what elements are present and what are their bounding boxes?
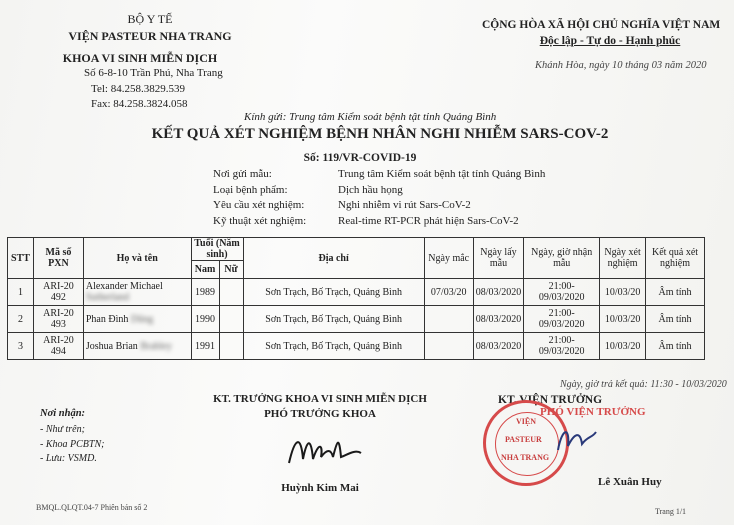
name-redacted: Sutherland bbox=[85, 292, 130, 303]
sign-right-title2: PHÓ VIỆN TRƯỞNG bbox=[540, 406, 646, 418]
header-stt: STT bbox=[8, 238, 34, 279]
name-redacted: Brabley bbox=[140, 340, 172, 352]
department-name: KHOA VI SINH MIỄN DỊCH bbox=[62, 51, 218, 65]
recipient-item: - Như trên; bbox=[40, 424, 85, 435]
cell-stt: 2 bbox=[8, 306, 34, 333]
header-name: Họ và tên bbox=[83, 238, 191, 279]
cell-code: ARI-20 492 bbox=[33, 279, 83, 306]
institute-name: VIỆN PASTEUR NHA TRANG bbox=[68, 29, 232, 43]
cell-male: 1990 bbox=[191, 306, 219, 333]
table-row bbox=[8, 306, 705, 333]
cell-male: 1991 bbox=[191, 333, 219, 360]
table-row bbox=[8, 279, 705, 306]
cell-address: Sơn Trạch, Bố Trạch, Quảng Bình bbox=[243, 306, 424, 333]
info-values bbox=[338, 167, 545, 229]
name-visible: Phan Đình bbox=[85, 313, 129, 325]
country-name: CỘNG HÒA XÃ HỘI CHỦ NGHĨA VIỆT NAM bbox=[482, 19, 721, 31]
cell-code: ARI-20 493 bbox=[33, 306, 83, 333]
issue-date: Khánh Hòa, ngày 10 tháng 03 năm 2020 bbox=[535, 60, 707, 71]
ministry-name: BỘ Y TẾ bbox=[127, 12, 173, 26]
cell-result: Âm tính bbox=[646, 333, 705, 360]
info-label-technique: Kỹ thuật xét nghiệm: bbox=[213, 214, 307, 227]
cell-tested: 10/03/20 bbox=[600, 333, 646, 360]
cell-sample-date: 08/03/2020 bbox=[473, 306, 524, 333]
header-sample-date: Ngày lấy mẫu bbox=[473, 238, 524, 279]
info-label-specimen: Loại bệnh phẩm: bbox=[213, 183, 288, 196]
results-table bbox=[7, 237, 705, 360]
cell-stt: 1 bbox=[8, 279, 34, 306]
page-number: Trang 1/1 bbox=[655, 507, 687, 516]
cell-female bbox=[219, 306, 243, 333]
cell-sample-date: 08/03/2020 bbox=[473, 333, 524, 360]
name-redacted: Dũng bbox=[130, 313, 154, 325]
recipients-list bbox=[40, 423, 104, 467]
recipient-item: - Khoa PCBTN; bbox=[40, 438, 105, 450]
stamp-top-text: VIỆN bbox=[516, 417, 537, 426]
header-age: Tuổi (Năm sinh) bbox=[191, 238, 243, 261]
tel-line: Tel: 84.258.3829.539 bbox=[91, 83, 185, 95]
cell-female bbox=[219, 279, 243, 306]
stamp-mid-text: PASTEUR bbox=[505, 435, 542, 444]
cell-received: 21:00-09/03/2020 bbox=[524, 333, 600, 360]
cell-code: ARI-20 494 bbox=[33, 333, 83, 360]
info-value-specimen: Dịch hầu họng bbox=[338, 183, 403, 196]
header-result: Kết quả xét nghiệm bbox=[646, 238, 705, 279]
cell-name bbox=[83, 333, 191, 360]
national-motto: Độc lập - Tự do - Hạnh phúc bbox=[539, 35, 681, 47]
info-value-request: Nghi nhiễm vi rút Sars-CoV-2 bbox=[338, 199, 471, 211]
signature-right-graphic bbox=[552, 420, 602, 460]
document-title: KẾT QUẢ XÉT NGHIỆM BỆNH NHÂN NGHI NHIỄM SARS-COV-2 bbox=[151, 126, 609, 142]
cell-received: 21:00-09/03/2020 bbox=[524, 306, 600, 333]
cell-name bbox=[83, 279, 191, 306]
signature-left-graphic bbox=[285, 427, 365, 472]
header-tested: Ngày xét nghiệm bbox=[600, 238, 646, 279]
cell-female bbox=[219, 333, 243, 360]
address-line: Số 6-8-10 Trần Phú, Nha Trang bbox=[84, 67, 223, 79]
sign-left-name: Huỳnh Kim Mai bbox=[281, 482, 359, 494]
recipient-item: - Lưu: VSMD. bbox=[40, 453, 97, 464]
cell-received: 21:00-09/03/2020 bbox=[524, 279, 600, 306]
name-visible: Alexander Michael bbox=[85, 281, 163, 292]
sign-left-title2: PHÓ TRƯỞNG KHOA bbox=[264, 408, 376, 420]
header-code: Mã số PXN bbox=[33, 238, 83, 279]
header-onset: Ngày mắc bbox=[424, 238, 473, 279]
sign-left-title1: KT. TRƯỞNG KHOA VI SINH MIỄN DỊCH bbox=[213, 393, 427, 405]
cell-name bbox=[83, 306, 191, 333]
info-value-sender: Trung tâm Kiểm soát bệnh tật tỉnh Quảng Bình bbox=[338, 168, 546, 180]
cell-sample-date: 08/03/2020 bbox=[473, 279, 524, 306]
cell-tested: 10/03/20 bbox=[600, 279, 646, 306]
cell-stt: 3 bbox=[8, 333, 34, 360]
info-labels bbox=[213, 167, 306, 229]
info-value-technique: Real-time RT-PCR phát hiện Sars-CoV-2 bbox=[338, 214, 519, 227]
sign-right-title1: KT. VIỆN TRƯỞNG bbox=[498, 394, 603, 406]
cell-onset bbox=[424, 306, 473, 333]
header-received: Ngày, giờ nhận mẫu bbox=[524, 238, 600, 279]
stamp-bot-text: NHA TRANG bbox=[501, 453, 550, 462]
cell-address: Sơn Trạch, Bố Trạch, Quảng Bình bbox=[243, 279, 424, 306]
table-row bbox=[8, 333, 705, 360]
cell-result: Âm tính bbox=[646, 279, 705, 306]
name-visible: Joshua Brian bbox=[85, 340, 138, 352]
form-code: BMQL.QLQT.04-7 Phiên bản số 2 bbox=[36, 503, 148, 512]
recipients-label: Nơi nhận: bbox=[40, 408, 86, 419]
cell-onset: 07/03/20 bbox=[424, 279, 473, 306]
document-number: Số: 119/VR-COVID-19 bbox=[303, 152, 417, 164]
header-male: Nam bbox=[191, 261, 219, 279]
cell-tested: 10/03/20 bbox=[600, 306, 646, 333]
cell-onset bbox=[424, 333, 473, 360]
header-female: Nữ bbox=[219, 261, 243, 279]
header-address: Địa chỉ bbox=[243, 238, 424, 279]
cell-address: Sơn Trạch, Bố Trạch, Quảng Bình bbox=[243, 333, 424, 360]
sign-right-name: Lê Xuân Huy bbox=[598, 476, 662, 488]
recipient-line: Kính gửi: Trung tâm Kiểm soát bệnh tật tỉnh Quảng Bình bbox=[244, 111, 497, 123]
info-label-sender: Nơi gửi mẫu: bbox=[213, 168, 272, 180]
info-label-request: Yêu cầu xét nghiệm: bbox=[213, 199, 305, 211]
fax-line: Fax: 84.258.3824.058 bbox=[91, 98, 188, 110]
cell-result: Âm tính bbox=[646, 306, 705, 333]
result-time: Ngày, giờ trả kết quả: 11:30 - 10/03/2020 bbox=[560, 379, 727, 390]
cell-male: 1989 bbox=[191, 279, 219, 306]
